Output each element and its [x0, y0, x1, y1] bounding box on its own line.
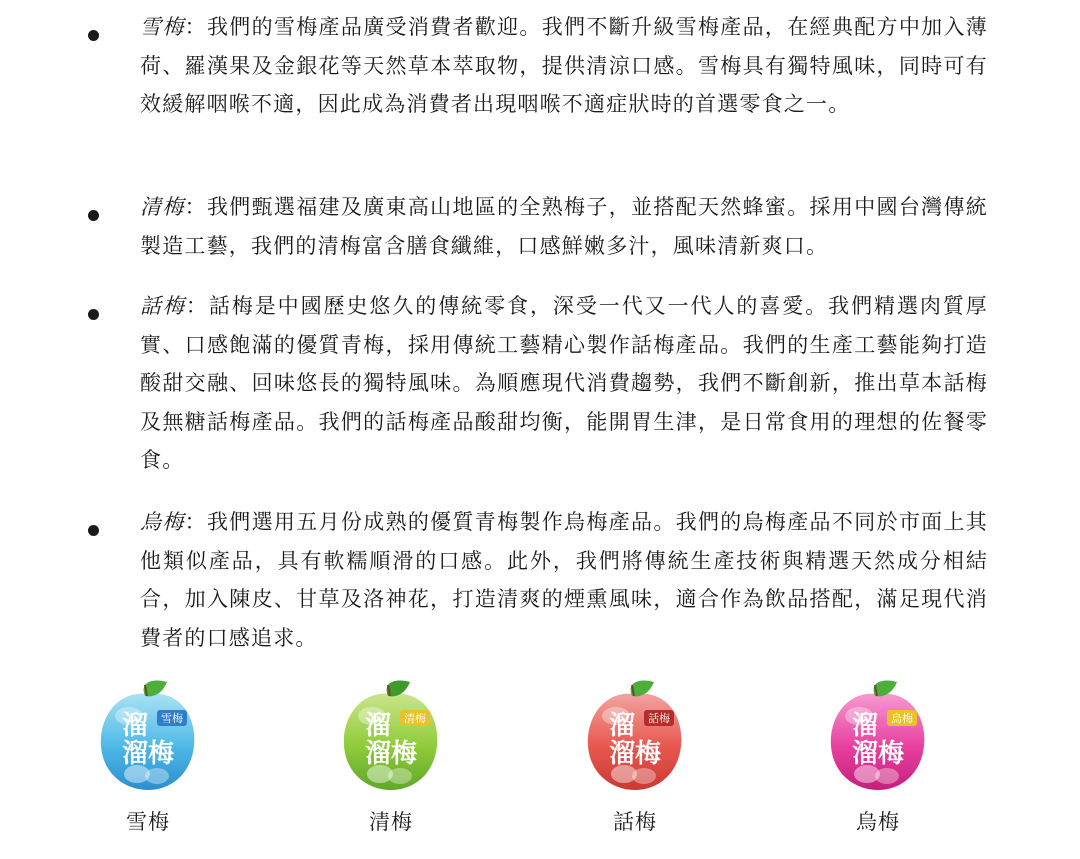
snow-plum-package-icon	[93, 676, 203, 794]
brand-logo-text: 溜梅	[608, 739, 662, 769]
fruit-shape	[632, 768, 656, 784]
bullet-icon	[88, 210, 99, 221]
dried-plum-package-icon	[580, 676, 690, 794]
flavor-tag-text: 話梅	[648, 712, 670, 725]
fruit-shape	[145, 768, 169, 784]
product-description: ：我們甄選福建及廣東高山地區的全熟梅子，並搭配天然蜂蜜。採用中國台灣傳統製造工藝，我們的清梅富含膳食纖維，口感鮮嫩多汁，風味清新爽口。	[140, 195, 988, 258]
product-green-plum	[316, 672, 466, 859]
product-smoked-plum	[803, 672, 953, 859]
product-term: 烏梅	[140, 510, 185, 534]
product-snow-plum	[73, 672, 223, 859]
brand-logo-text: 溜梅	[364, 739, 418, 769]
product-description: ：我們選用五月份成熟的優質青梅製作烏梅產品。我們的烏梅產品不同於市面上其他類似產品，具有軟糯順滑的口感。此外，我們將傳統生產技術與精選天然成分相結合，加入陳皮、甘草及洛神花，打造清爽的煙熏風味，適合作為飲品搭配，滿足現代消費者的口感追求。	[140, 510, 988, 650]
brand-logo-text: 溜	[851, 711, 879, 741]
paragraph	[140, 8, 988, 124]
product-caption: 清梅	[369, 810, 413, 834]
flavor-tag-text: 清梅	[404, 712, 426, 725]
bullet-icon	[88, 30, 99, 41]
brand-logo-text: 溜	[608, 711, 636, 741]
paragraph	[140, 287, 988, 480]
brand-logo-text: 溜	[121, 711, 149, 741]
flavor-tag-text: 雪梅	[161, 712, 183, 725]
bullet-icon	[88, 525, 99, 536]
flavor-tag-text: 烏梅	[891, 712, 913, 725]
bullet-icon	[88, 309, 99, 320]
product-description: ：話梅是中國歷史悠久的傳統零食，深受一代又一代人的喜愛。我們精選肉質厚實、口感飽滿的優質青梅，採用傳統工藝精心製作話梅產品。我們的生產工藝能夠打造酸甜交融、回味悠長的獨特風味。為順應現代消費趨勢，我們不斷創新，推出草本話梅及無糖話梅產品。我們的話梅產品酸甜均衡，能開胃生津，是日常食用的理想的佐餐零食。	[140, 294, 989, 472]
product-caption: 話梅	[613, 810, 657, 834]
product-caption: 雪梅	[126, 810, 170, 834]
fruit-shape	[388, 768, 412, 784]
product-images-row	[0, 672, 1080, 859]
product-description: ：我們的雪梅產品廣受消費者歡迎。我們不斷升級雪梅產品，在經典配方中加入薄荷、羅漢果及金銀花等天然草本萃取物，提供清涼口感。雪梅具有獨特風味，同時可有效緩解咽喉不適，因此成為消費者出現咽喉不適症狀時的首選零食之一。	[140, 15, 988, 116]
fruit-shape	[875, 768, 899, 784]
smoked-plum-package-icon	[823, 676, 933, 794]
product-caption: 烏梅	[856, 810, 900, 834]
product-term: 話梅	[140, 294, 186, 318]
brand-logo-text: 溜梅	[121, 739, 175, 769]
brand-logo-text: 溜梅	[851, 739, 905, 769]
product-term: 雪梅	[140, 15, 185, 39]
paragraph	[140, 188, 988, 265]
brand-logo-text: 溜	[364, 711, 392, 741]
green-plum-package-icon	[336, 676, 446, 794]
paragraph	[140, 503, 988, 657]
product-dried-plum	[560, 672, 710, 859]
product-term: 清梅	[140, 195, 185, 219]
